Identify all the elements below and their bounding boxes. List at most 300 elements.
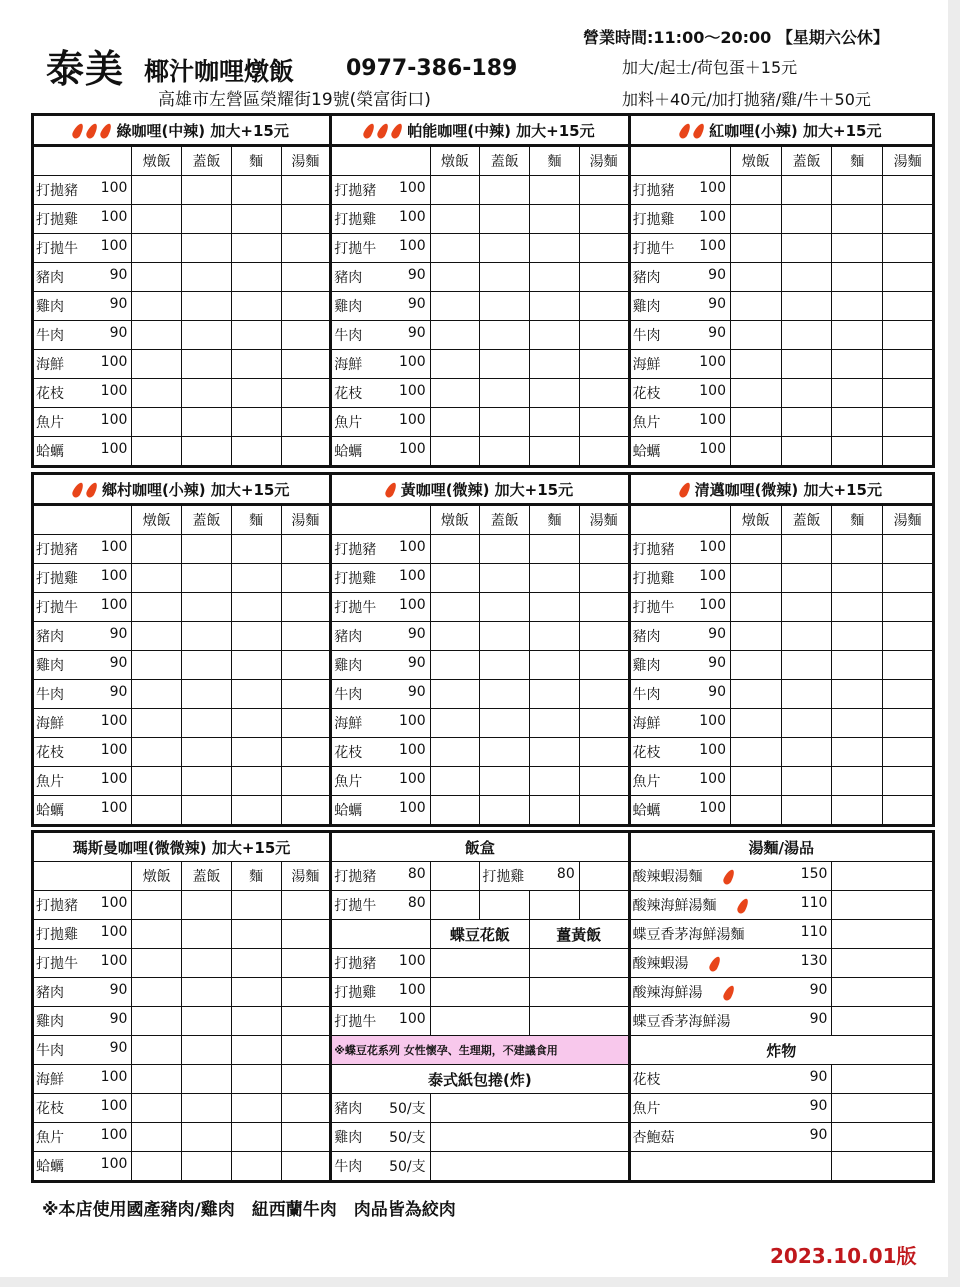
- order-cell: [281, 379, 331, 408]
- order-cell: [480, 891, 530, 920]
- order-cell: [480, 564, 530, 593]
- soup-name-wrap: [633, 1011, 731, 1031]
- item-price: 100: [398, 597, 426, 613]
- order-cell: [530, 176, 580, 205]
- menu-item: [331, 680, 430, 709]
- item-price: 90: [708, 296, 726, 312]
- item-name: 打拋牛: [334, 898, 377, 914]
- item-name: 魚片: [334, 774, 363, 790]
- item-name: 魚片: [36, 1130, 64, 1146]
- item-price: 100: [699, 209, 726, 225]
- order-cell: [832, 622, 883, 651]
- item-name: 蛤蠣: [334, 803, 363, 819]
- menu-item: [629, 205, 730, 234]
- order-cell: [883, 796, 934, 826]
- item-name: 打拋牛: [334, 600, 377, 616]
- order-cell: [231, 350, 281, 379]
- order-cell: [182, 350, 232, 379]
- item-name: 蝶豆香茅海鮮湯: [632, 1014, 731, 1030]
- item-wrap: [36, 742, 129, 762]
- order-cell: [480, 176, 530, 205]
- order-cell: [883, 176, 934, 205]
- item-name: 打拋豬: [632, 542, 675, 558]
- curry-title-text: 瑪斯曼咖哩(微微辣) 加大+15元: [72, 838, 291, 857]
- order-cell: [430, 350, 480, 379]
- order-cell: [579, 738, 629, 767]
- order-cell: [883, 767, 934, 796]
- item-name: 花枝: [36, 1101, 64, 1117]
- order-cell: [231, 622, 281, 651]
- order-cell: [579, 891, 629, 920]
- item-price: 90: [109, 982, 128, 998]
- item-name: 牛肉: [36, 687, 64, 703]
- menu-item: [33, 292, 132, 321]
- order-cell: [281, 408, 331, 437]
- order-cell: [832, 1065, 934, 1094]
- item-wrap: [334, 412, 427, 432]
- order-cell: [832, 949, 934, 978]
- item-wrap: [633, 895, 830, 915]
- item-price: 90: [708, 626, 726, 642]
- order-cell: [430, 651, 480, 680]
- item-price: 100: [398, 713, 426, 729]
- menu-item: [629, 350, 730, 379]
- item-row: [33, 205, 934, 234]
- order-cell: [231, 321, 281, 350]
- order-cell: [781, 767, 832, 796]
- bottom-row: [33, 832, 934, 862]
- chili-icon: [383, 481, 398, 499]
- column-header-row: [33, 505, 934, 535]
- title-row: [33, 115, 934, 146]
- order-cell: [883, 379, 934, 408]
- order-cell: [579, 408, 629, 437]
- order-cell: [883, 234, 934, 263]
- order-cell: [182, 234, 232, 263]
- item-name: 花枝: [36, 745, 64, 761]
- item-price: 100: [398, 383, 426, 399]
- order-cell: [182, 1152, 232, 1182]
- item-row: [33, 234, 934, 263]
- column-header: 蓋飯: [480, 146, 530, 176]
- column-header: 湯麵: [281, 505, 331, 535]
- order-cell: [530, 978, 629, 1007]
- item-price: 90: [708, 655, 726, 671]
- order-cell: [730, 651, 781, 680]
- order-cell: [132, 978, 182, 1007]
- blank-cell: [629, 1152, 832, 1182]
- order-cell: [480, 408, 530, 437]
- item-price: 100: [100, 180, 128, 196]
- column-header: 燉飯: [731, 146, 782, 176]
- item-row: [33, 176, 934, 205]
- order-cell: [579, 292, 629, 321]
- order-cell: [883, 622, 934, 651]
- item-name: 豬肉: [334, 1101, 363, 1117]
- item-wrap: [36, 1040, 129, 1060]
- butterfly-item: [331, 978, 430, 1007]
- item-name: 打拋雞: [36, 571, 78, 587]
- item-price: 100: [100, 597, 128, 613]
- order-cell: [132, 1152, 182, 1182]
- order-cell: [579, 767, 629, 796]
- order-cell: [530, 767, 580, 796]
- order-cell: [731, 205, 782, 234]
- order-cell: [231, 176, 281, 205]
- order-cell: [579, 205, 629, 234]
- order-cell: [883, 564, 934, 593]
- soup-item: [629, 920, 832, 949]
- item-name: 杏鮑菇: [632, 1130, 675, 1146]
- order-cell: [781, 651, 832, 680]
- roll-item: [331, 1094, 430, 1123]
- chili-icon: [376, 122, 391, 140]
- menu-item: [33, 437, 132, 467]
- item-price: 100: [398, 953, 426, 969]
- order-cell: [530, 651, 580, 680]
- column-header: 湯麵: [883, 146, 934, 176]
- order-cell: [781, 738, 832, 767]
- order-cell: [430, 408, 480, 437]
- order-cell: [883, 593, 934, 622]
- order-cell: [231, 738, 281, 767]
- item-name: 打拋牛: [36, 600, 78, 616]
- menu-item: [629, 234, 730, 263]
- order-cell: [530, 1007, 629, 1036]
- order-cell: [579, 263, 629, 292]
- item-name: 海鮮: [334, 716, 363, 732]
- item-header-blank: [33, 146, 132, 176]
- item-name: 酸辣海鮮湯: [632, 985, 703, 1001]
- item-price: 90: [708, 684, 726, 700]
- soup-item: [629, 891, 832, 920]
- menu-item: [33, 651, 132, 680]
- order-cell: [182, 891, 232, 920]
- order-cell: [430, 564, 480, 593]
- item-name: 雞肉: [334, 1130, 363, 1146]
- item-wrap: [482, 866, 576, 886]
- chili-icon: [362, 122, 377, 140]
- item-price: 100: [100, 742, 128, 758]
- item-price: 100: [100, 568, 128, 584]
- item-name: 打拋雞: [334, 571, 377, 587]
- item-wrap: [334, 267, 427, 287]
- order-cell: [781, 234, 832, 263]
- order-cell: [731, 234, 782, 263]
- order-cell: [480, 205, 530, 234]
- order-cell: [132, 176, 182, 205]
- order-cell: [132, 408, 182, 437]
- menu-item: [33, 321, 132, 350]
- order-cell: [231, 379, 281, 408]
- order-cell: [730, 796, 781, 826]
- order-cell: [883, 292, 934, 321]
- order-cell: [281, 437, 331, 467]
- item-price: 100: [699, 800, 726, 816]
- item-wrap: [36, 238, 129, 258]
- order-cell: [182, 920, 232, 949]
- order-cell: [231, 1065, 281, 1094]
- order-cell: [832, 1094, 934, 1123]
- item-price: 100: [100, 800, 128, 816]
- order-cell: [281, 920, 331, 949]
- item-wrap: [36, 1011, 129, 1031]
- order-cell: [731, 437, 782, 467]
- item-wrap: [36, 953, 129, 973]
- order-cell: [730, 535, 781, 564]
- item-name: 豬肉: [36, 270, 64, 286]
- item-name: 雞肉: [36, 1014, 64, 1030]
- item-name: 海鮮: [36, 716, 64, 732]
- order-cell: [231, 1007, 281, 1036]
- menu-item: [33, 535, 132, 564]
- curry-title: [629, 115, 933, 146]
- item-wrap: [633, 354, 728, 374]
- order-cell: [182, 263, 232, 292]
- order-cell: [530, 535, 580, 564]
- item-wrap: [633, 209, 728, 229]
- order-cell: [430, 1094, 629, 1123]
- order-cell: [579, 796, 629, 826]
- item-name: 海鮮: [632, 357, 661, 373]
- menu-item: [33, 1007, 132, 1036]
- menu-item: [629, 379, 730, 408]
- order-cell: [832, 1123, 934, 1152]
- order-cell: [281, 176, 331, 205]
- order-cell: [182, 437, 232, 467]
- order-cell: [781, 263, 832, 292]
- order-cell: [231, 535, 281, 564]
- order-cell: [530, 437, 580, 467]
- soup-name-wrap: [633, 924, 745, 944]
- order-cell: [731, 176, 782, 205]
- fried-title: 炸物: [629, 1036, 933, 1065]
- order-cell: [132, 920, 182, 949]
- menu-item: [33, 176, 132, 205]
- menu-item: [331, 709, 430, 738]
- item-price: 100: [100, 441, 128, 457]
- order-cell: [430, 1123, 629, 1152]
- item-price: 100: [100, 1098, 128, 1114]
- bottom-row: [33, 1065, 934, 1094]
- order-cell: [530, 709, 580, 738]
- order-cell: [579, 593, 629, 622]
- item-wrap: [633, 296, 728, 316]
- menu-item: [33, 796, 132, 826]
- menu-item: [629, 622, 730, 651]
- menu-item: [33, 564, 132, 593]
- item-row: [33, 651, 934, 680]
- curry-table-top: [31, 113, 935, 468]
- item-name: 打拋豬: [36, 183, 78, 199]
- chili-icon: [735, 897, 750, 915]
- item-name: 魚片: [632, 774, 661, 790]
- order-cell: [579, 437, 629, 467]
- item-row: [33, 564, 934, 593]
- order-cell: [832, 651, 883, 680]
- order-cell: [579, 651, 629, 680]
- order-cell: [182, 593, 232, 622]
- fried-item: [629, 1094, 832, 1123]
- order-cell: [430, 680, 480, 709]
- order-cell: [231, 891, 281, 920]
- item-wrap: [36, 354, 129, 374]
- item-price: 110: [800, 895, 828, 911]
- item-price: 90: [809, 1011, 828, 1027]
- item-price: 100: [699, 180, 726, 196]
- order-cell: [731, 379, 782, 408]
- page-edge: [948, 0, 960, 1287]
- extra-price-1: 加大/起士/荷包蛋＋15元: [622, 58, 798, 77]
- item-name: 打拋豬: [36, 898, 78, 914]
- item-price: 90: [109, 325, 128, 341]
- order-cell: [132, 564, 182, 593]
- order-cell: [579, 862, 629, 891]
- shop-subtitle: 椰汁咖哩燉飯: [144, 57, 295, 86]
- curry-title-text: 綠咖哩(中辣) 加大+15元: [116, 121, 289, 140]
- order-cell: [281, 651, 331, 680]
- item-price: 90: [708, 325, 726, 341]
- item-header-blank: [33, 862, 132, 891]
- item-wrap: [36, 1098, 129, 1118]
- order-cell: [132, 321, 182, 350]
- menu-item: [33, 709, 132, 738]
- order-cell: [132, 1094, 182, 1123]
- item-name: 酸辣蝦湯: [632, 956, 689, 972]
- bottom-row: [33, 891, 934, 920]
- item-wrap: [334, 866, 427, 886]
- item-wrap: [633, 1011, 830, 1031]
- menu-item: [33, 767, 132, 796]
- item-wrap: [334, 1127, 427, 1147]
- order-cell: [832, 437, 883, 467]
- order-cell: [182, 709, 232, 738]
- item-price: 100: [699, 441, 726, 457]
- item-price: 100: [699, 742, 726, 758]
- item-wrap: [633, 655, 728, 675]
- order-cell: [132, 350, 182, 379]
- menu-item: [331, 564, 430, 593]
- soup-item: [629, 1007, 832, 1036]
- menu-item: [33, 949, 132, 978]
- item-row: [33, 535, 934, 564]
- order-cell: [781, 622, 832, 651]
- order-cell: [480, 321, 530, 350]
- order-cell: [579, 709, 629, 738]
- item-price: 90: [109, 684, 128, 700]
- item-name: 牛肉: [632, 687, 661, 703]
- order-cell: [281, 292, 331, 321]
- item-wrap: [36, 383, 129, 403]
- item-price: 90: [109, 296, 128, 312]
- order-cell: [430, 767, 480, 796]
- item-name: 花枝: [632, 745, 661, 761]
- order-cell: [579, 680, 629, 709]
- item-wrap: [633, 539, 728, 559]
- order-cell: [182, 1065, 232, 1094]
- menu-item: [33, 891, 132, 920]
- item-name: 海鮮: [632, 716, 661, 732]
- order-cell: [730, 767, 781, 796]
- order-cell: [430, 738, 480, 767]
- item-header-blank: [629, 505, 730, 535]
- order-cell: [832, 176, 883, 205]
- order-cell: [182, 651, 232, 680]
- order-cell: [781, 176, 832, 205]
- order-cell: [182, 949, 232, 978]
- menu-item: [331, 321, 430, 350]
- item-wrap: [633, 383, 728, 403]
- menu-item: [629, 263, 730, 292]
- bento-item: [331, 891, 430, 920]
- order-cell: [731, 350, 782, 379]
- item-price: 100: [398, 1011, 426, 1027]
- order-cell: [182, 1123, 232, 1152]
- bottom-row: [33, 1007, 934, 1036]
- item-wrap: [36, 180, 129, 200]
- order-cell: [132, 1036, 182, 1065]
- item-name: 牛肉: [334, 328, 363, 344]
- item-name: 打拋豬: [632, 183, 675, 199]
- order-cell: [430, 205, 480, 234]
- order-cell: [281, 234, 331, 263]
- item-name: 花枝: [334, 386, 363, 402]
- item-price: 90: [109, 626, 128, 642]
- order-cell: [781, 205, 832, 234]
- item-price: 100: [100, 895, 128, 911]
- item-name: 打拋牛: [632, 600, 675, 616]
- item-name: 打拋牛: [334, 241, 377, 257]
- order-cell: [281, 1065, 331, 1094]
- item-price: 100: [398, 412, 426, 428]
- chili-icon: [721, 868, 736, 886]
- menu-item: [629, 408, 730, 437]
- item-name: 雞肉: [36, 299, 64, 315]
- order-cell: [781, 292, 832, 321]
- menu-item: [331, 263, 430, 292]
- item-wrap: [633, 1098, 830, 1118]
- order-cell: [182, 767, 232, 796]
- item-wrap: [36, 296, 129, 316]
- item-wrap: [36, 924, 129, 944]
- order-cell: [730, 680, 781, 709]
- item-price: 100: [398, 238, 426, 254]
- item-header-blank: [629, 146, 730, 176]
- bottom-row: [33, 1036, 934, 1065]
- order-cell: [182, 321, 232, 350]
- order-cell: [480, 292, 530, 321]
- menu-item: [331, 379, 430, 408]
- item-wrap: [36, 684, 129, 704]
- menu-item: [33, 978, 132, 1007]
- order-cell: [730, 709, 781, 738]
- menu-item: [33, 205, 132, 234]
- order-cell: [281, 709, 331, 738]
- order-cell: [480, 709, 530, 738]
- order-cell: [781, 593, 832, 622]
- item-price: 100: [100, 539, 128, 555]
- item-row: [33, 593, 934, 622]
- curry-title-text: 清邁咖哩(微辣) 加大+15元: [694, 480, 882, 499]
- column-header: 燉飯: [132, 146, 182, 176]
- menu-item: [33, 1123, 132, 1152]
- order-cell: [132, 1007, 182, 1036]
- column-header: 麵: [832, 146, 883, 176]
- menu-item: [629, 651, 730, 680]
- order-cell: [530, 263, 580, 292]
- item-wrap: [633, 325, 728, 345]
- item-wrap: [36, 1156, 129, 1176]
